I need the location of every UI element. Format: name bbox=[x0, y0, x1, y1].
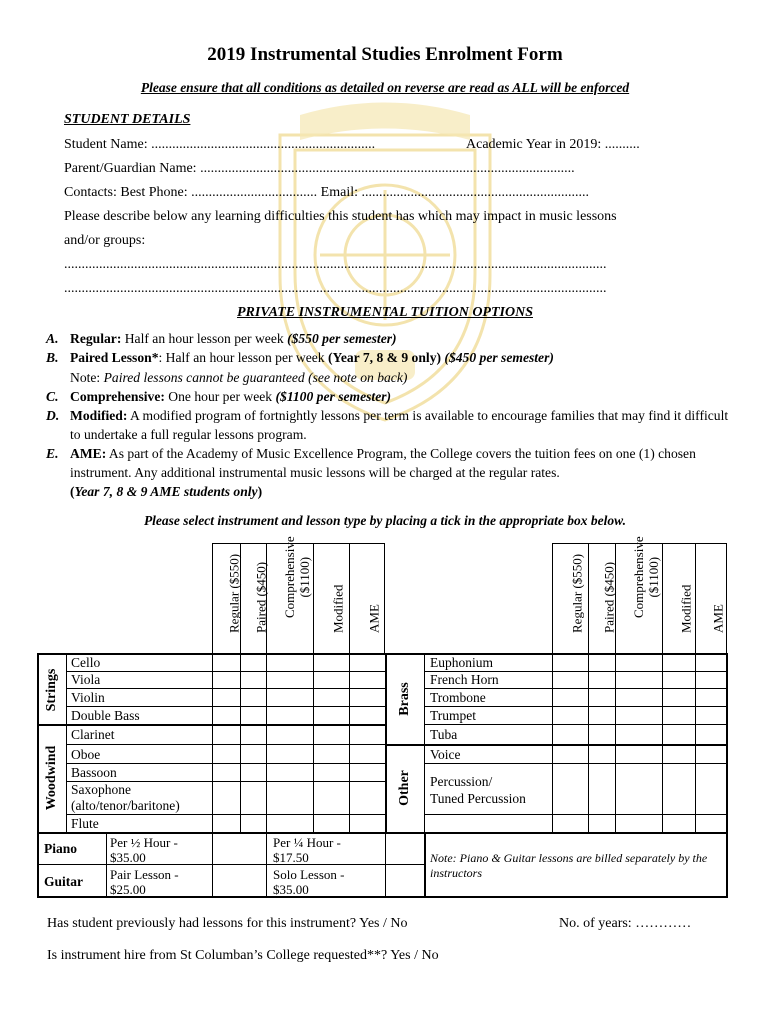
guitar-pair-price: Pair Lesson - $25.00 bbox=[110, 867, 179, 897]
instrument-tuba: Tuba bbox=[430, 727, 458, 742]
piano-half-hour-price: Per ½ Hour - $35.00 bbox=[110, 835, 178, 865]
right-tick-area[interactable] bbox=[553, 654, 726, 832]
piano-guitar-tick-b[interactable] bbox=[386, 833, 424, 896]
instrument-cello: Cello bbox=[71, 655, 101, 670]
option-b-note: Note: Paired lessons cannot be guaranteed (see note on back) bbox=[70, 370, 408, 385]
instrument-hire-question[interactable]: Is instrument hire from St Columban’s College requested**? Yes / No bbox=[47, 948, 439, 963]
instrument-euphonium: Euphonium bbox=[430, 655, 493, 670]
col-ame-right: AME bbox=[695, 543, 727, 654]
group-brass: Brass bbox=[397, 682, 412, 716]
instrument-trumpet: Trumpet bbox=[430, 708, 477, 723]
group-strings: Strings bbox=[44, 668, 59, 712]
difficulties-prompt: Please describe below any learning difficulties this student has which may impact in music lessons bbox=[64, 209, 617, 224]
tuition-options-heading: PRIVATE INSTRUMENTAL TUITION OPTIONS bbox=[237, 305, 533, 320]
selection-instruction: Please select instrument and lesson type by placing a tick in the appropriate box below. bbox=[143, 513, 627, 528]
col-paired-left: Paired ($450) bbox=[240, 543, 266, 654]
academic-year-field[interactable]: Academic Year in 2019: .......... bbox=[466, 137, 640, 152]
instrument-trombone: Trombone bbox=[430, 690, 486, 705]
col-regular-right: Regular ($550) bbox=[552, 543, 588, 654]
instrument-bassoon: Bassoon bbox=[71, 765, 117, 780]
instrument-oboe: Oboe bbox=[71, 747, 101, 762]
group-woodwind: Woodwind bbox=[44, 745, 59, 811]
previous-lessons-question[interactable]: Has student previously had lessons for this instrument? Yes / No bbox=[47, 916, 408, 931]
difficulties-line-1[interactable]: ........................................................................................................................................................... bbox=[64, 257, 607, 272]
instrument-violin: Violin bbox=[71, 690, 105, 705]
instrument-percussion: Percussion/ Tuned Percussion bbox=[430, 774, 526, 806]
piano-quarter-hour-price: Per ¼ Hour - $17.50 bbox=[273, 835, 341, 865]
piano-guitar-tick-a[interactable] bbox=[213, 833, 266, 896]
option-e: E. AME: As part of the Academy of Music Excellence Program, the College covers the tuition fees on one (1) chosen instrument. Any additional instrumental music lessons will be charged at the regular rates. (Year 7, 8 & 9 AME students only) bbox=[46, 446, 696, 499]
col-comprehensive-left: Comprehensive ($1100) bbox=[266, 543, 313, 654]
group-other: Other bbox=[397, 770, 412, 806]
instrument-french-horn: French Horn bbox=[430, 672, 499, 687]
parent-guardian-field[interactable]: Parent/Guardian Name: ........................................................................................................... bbox=[64, 161, 575, 176]
col-regular-left: Regular ($550) bbox=[212, 543, 240, 654]
instrument-saxophone: Saxophone (alto/tenor/baritone) bbox=[71, 782, 180, 813]
conditions-notice: Please ensure that all conditions as detailed on reverse are read as ALL will be enforced bbox=[140, 80, 630, 95]
student-name-field[interactable]: Student Name: ................................................................ bbox=[64, 137, 376, 152]
student-details-heading: STUDENT DETAILS bbox=[64, 112, 191, 127]
left-tick-area[interactable] bbox=[213, 654, 385, 832]
col-comprehensive-right: Comprehensive ($1100) bbox=[615, 543, 662, 654]
contacts-field[interactable]: Contacts: Best Phone: .................................... Email: ................................................................. bbox=[64, 185, 589, 200]
option-d: D. Modified: A modified program of fortnightly lessons per term is available to encourage families that may find it difficult to undertake a full regular lessons program. bbox=[46, 408, 729, 442]
instrument-flute: Flute bbox=[71, 816, 99, 831]
instrument-clarinet: Clarinet bbox=[71, 727, 115, 742]
instrument-double-bass: Double Bass bbox=[71, 708, 140, 723]
piano-guitar-billing-note: Note: Piano & Guitar lessons are billed separately by the instructors bbox=[430, 851, 708, 880]
difficulties-line-2[interactable]: ........................................................................................................................................................... bbox=[64, 281, 607, 296]
years-field[interactable]: No. of years: ………… bbox=[559, 916, 692, 931]
col-ame-left: AME bbox=[349, 543, 385, 654]
col-paired-right: Paired ($450) bbox=[588, 543, 615, 654]
col-modified-right: Modified bbox=[662, 543, 695, 654]
guitar-solo-price: Solo Lesson - $35.00 bbox=[273, 867, 345, 897]
option-a: A. Regular: Half an hour lesson per week ($550 per semester) bbox=[46, 331, 397, 346]
option-c: C. Comprehensive: One hour per week ($1100 per semester) bbox=[46, 389, 392, 404]
guitar-label: Guitar bbox=[44, 874, 83, 889]
instrument-voice: Voice bbox=[430, 747, 461, 762]
col-modified-left: Modified bbox=[313, 543, 349, 654]
difficulties-prompt-cont: and/or groups: bbox=[64, 233, 146, 248]
form-title: 2019 Instrumental Studies Enrolment Form bbox=[207, 44, 563, 65]
instrument-viola: Viola bbox=[71, 672, 101, 687]
option-b: B. Paired Lesson*: Half an hour lesson per week (Year 7, 8 & 9 only) ($450 per semester) bbox=[46, 350, 554, 365]
piano-label: Piano bbox=[44, 841, 78, 856]
